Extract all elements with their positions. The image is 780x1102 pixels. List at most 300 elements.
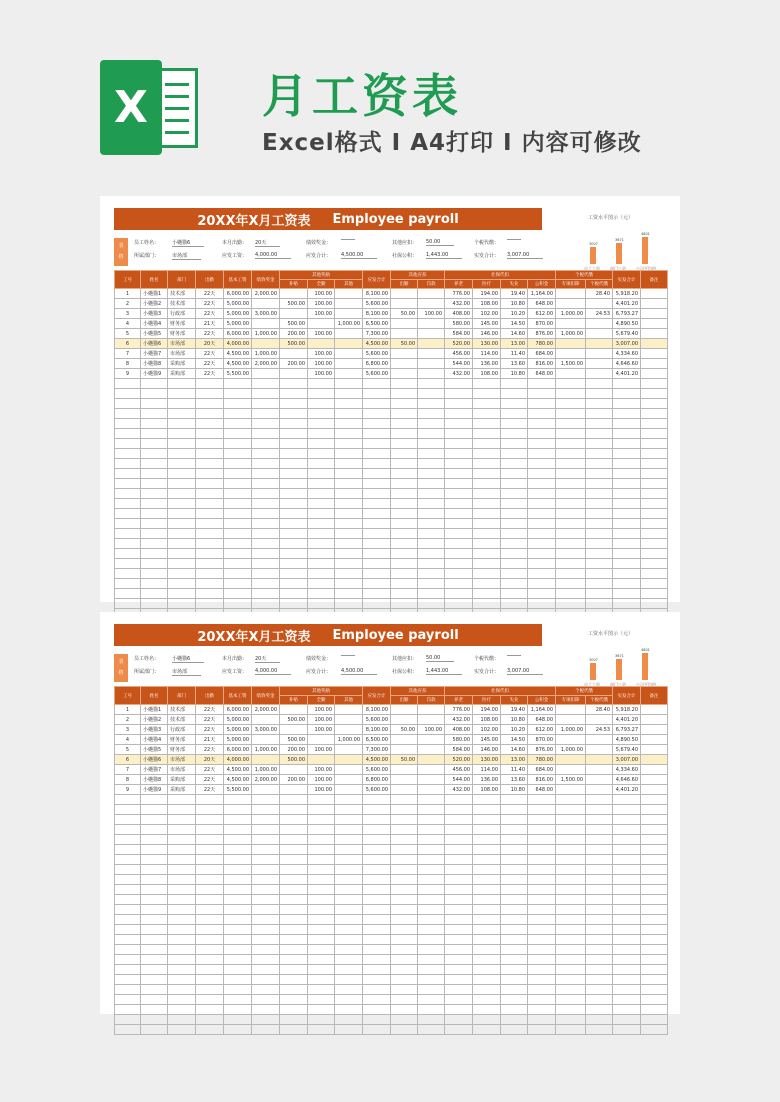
table-cell[interactable]: 5,600.00 [363, 349, 391, 359]
table-cell[interactable] [280, 785, 308, 795]
table-cell[interactable] [168, 579, 196, 589]
table-cell[interactable] [528, 439, 556, 449]
table-cell[interactable] [308, 1015, 335, 1025]
table-cell[interactable]: 4,500.00 [224, 775, 252, 785]
table-cell[interactable]: 4,000.00 [224, 339, 252, 349]
table-cell[interactable] [308, 855, 335, 865]
table-cell[interactable] [252, 955, 280, 965]
table-cell[interactable] [391, 815, 418, 825]
table-cell[interactable]: 22天 [196, 725, 224, 735]
table-cell[interactable] [335, 349, 363, 359]
table-cell[interactable] [224, 1025, 252, 1035]
table-cell[interactable] [280, 409, 308, 419]
table-cell[interactable] [613, 975, 641, 985]
table-cell[interactable] [280, 369, 308, 379]
table-cell[interactable] [363, 489, 391, 499]
table-cell[interactable] [335, 389, 363, 399]
table-cell[interactable]: 14.60 [501, 329, 528, 339]
table-cell[interactable] [391, 745, 418, 755]
table-cell[interactable] [445, 835, 473, 845]
table-cell[interactable] [363, 389, 391, 399]
table-cell[interactable]: 100.00 [418, 725, 445, 735]
table-cell[interactable] [168, 559, 196, 569]
table-cell[interactable] [418, 519, 445, 529]
table-cell[interactable] [473, 449, 501, 459]
table-cell[interactable] [501, 1025, 528, 1035]
table-cell[interactable] [473, 795, 501, 805]
table-cell[interactable] [141, 389, 168, 399]
table-cell[interactable] [308, 379, 335, 389]
table-cell[interactable] [115, 379, 141, 389]
table-cell[interactable] [115, 509, 141, 519]
table-cell[interactable] [168, 905, 196, 915]
table-cell[interactable]: 10.20 [501, 725, 528, 735]
table-cell[interactable] [641, 785, 668, 795]
table-cell[interactable] [308, 599, 335, 609]
table-cell[interactable] [586, 875, 613, 885]
table-cell[interactable]: 5,000.00 [224, 715, 252, 725]
table-cell[interactable] [528, 835, 556, 845]
table-cell[interactable] [168, 469, 196, 479]
table-cell[interactable] [445, 805, 473, 815]
table-cell[interactable] [556, 1005, 586, 1015]
table-cell[interactable] [586, 519, 613, 529]
table-cell[interactable] [391, 945, 418, 955]
table-cell[interactable] [501, 499, 528, 509]
table-cell[interactable] [528, 915, 556, 925]
table-cell[interactable] [641, 409, 668, 419]
table-cell[interactable] [501, 915, 528, 925]
table-cell[interactable]: 8 [115, 775, 141, 785]
table-cell[interactable] [473, 805, 501, 815]
table-cell[interactable] [280, 539, 308, 549]
table-cell[interactable] [613, 905, 641, 915]
table-cell[interactable] [418, 1005, 445, 1015]
table-cell[interactable]: 6,000.00 [224, 745, 252, 755]
table-cell[interactable] [280, 479, 308, 489]
table-cell[interactable] [641, 379, 668, 389]
table-cell[interactable] [308, 549, 335, 559]
table-cell[interactable] [473, 509, 501, 519]
table-cell[interactable]: 7 [115, 349, 141, 359]
table-cell[interactable] [280, 349, 308, 359]
table-cell[interactable] [641, 529, 668, 539]
table-cell[interactable] [556, 845, 586, 855]
table-cell[interactable]: 7,300.00 [363, 745, 391, 755]
table-cell[interactable] [141, 975, 168, 985]
table-cell[interactable]: 2 [115, 715, 141, 725]
table-cell[interactable] [501, 569, 528, 579]
table-cell[interactable] [196, 955, 224, 965]
table-cell[interactable] [252, 965, 280, 975]
table-cell[interactable] [363, 995, 391, 1005]
table-cell[interactable] [391, 439, 418, 449]
table-cell[interactable] [418, 429, 445, 439]
table-cell[interactable] [168, 895, 196, 905]
table-cell[interactable] [641, 975, 668, 985]
table-cell[interactable]: 小樾猫2 [141, 299, 168, 309]
table-cell[interactable] [501, 539, 528, 549]
table-cell[interactable] [418, 805, 445, 815]
table-cell[interactable] [391, 509, 418, 519]
table-cell[interactable] [115, 459, 141, 469]
table-cell[interactable]: 市场部 [168, 339, 196, 349]
table-cell[interactable] [641, 745, 668, 755]
table-cell[interactable] [252, 539, 280, 549]
table-cell[interactable] [224, 379, 252, 389]
table-cell[interactable] [363, 835, 391, 845]
table-cell[interactable]: 408.00 [445, 725, 473, 735]
table-cell[interactable]: 584.00 [445, 329, 473, 339]
table-cell[interactable] [556, 439, 586, 449]
table-cell[interactable] [556, 399, 586, 409]
table-cell[interactable] [252, 945, 280, 955]
table-cell[interactable] [335, 409, 363, 419]
table-cell[interactable] [556, 569, 586, 579]
table-cell[interactable] [335, 825, 363, 835]
table-cell[interactable] [280, 995, 308, 1005]
table-cell[interactable] [280, 965, 308, 975]
table-cell[interactable] [308, 825, 335, 835]
table-cell[interactable] [641, 705, 668, 715]
table-cell[interactable] [473, 965, 501, 975]
table-cell[interactable] [586, 479, 613, 489]
table-cell[interactable]: 114.00 [473, 765, 501, 775]
table-cell[interactable] [613, 399, 641, 409]
table-cell[interactable] [391, 845, 418, 855]
table-cell[interactable] [641, 915, 668, 925]
table-cell[interactable] [335, 755, 363, 765]
table-cell[interactable] [528, 379, 556, 389]
table-cell[interactable]: 22天 [196, 309, 224, 319]
info-value[interactable]: 1,443.00 [426, 668, 462, 675]
table-cell[interactable]: 22天 [196, 785, 224, 795]
table-cell[interactable] [168, 945, 196, 955]
table-cell[interactable] [641, 549, 668, 559]
table-cell[interactable] [141, 479, 168, 489]
table-cell[interactable] [168, 795, 196, 805]
table-cell[interactable] [556, 519, 586, 529]
table-cell[interactable]: 108.00 [473, 785, 501, 795]
table-cell[interactable] [363, 579, 391, 589]
table-cell[interactable] [308, 539, 335, 549]
table-cell[interactable] [391, 349, 418, 359]
table-cell[interactable]: 小樾猫3 [141, 725, 168, 735]
table-cell[interactable] [224, 449, 252, 459]
table-cell[interactable] [445, 569, 473, 579]
table-cell[interactable]: 4,500.00 [363, 339, 391, 349]
table-cell[interactable] [335, 489, 363, 499]
table-cell[interactable] [473, 469, 501, 479]
table-cell[interactable]: 1,500.00 [556, 775, 586, 785]
table-cell[interactable]: 6,793.27 [613, 725, 641, 735]
table-cell[interactable] [391, 905, 418, 915]
table-cell[interactable] [473, 945, 501, 955]
table-cell[interactable] [613, 559, 641, 569]
table-cell[interactable] [308, 399, 335, 409]
table-cell[interactable] [224, 499, 252, 509]
table-cell[interactable] [418, 795, 445, 805]
table-cell[interactable]: 684.00 [528, 349, 556, 359]
table-cell[interactable] [418, 479, 445, 489]
table-cell[interactable] [363, 599, 391, 609]
table-cell[interactable]: 28.40 [586, 705, 613, 715]
table-cell[interactable]: 100.00 [308, 299, 335, 309]
table-cell[interactable]: 4,890.50 [613, 735, 641, 745]
table-cell[interactable] [252, 855, 280, 865]
table-cell[interactable] [196, 579, 224, 589]
table-cell[interactable]: 8,100.00 [363, 725, 391, 735]
table-cell[interactable]: 3 [115, 725, 141, 735]
table-cell[interactable] [280, 835, 308, 845]
table-cell[interactable] [252, 409, 280, 419]
table-cell[interactable]: 21天 [196, 735, 224, 745]
table-cell[interactable] [391, 935, 418, 945]
table-cell[interactable] [641, 995, 668, 1005]
info-value[interactable]: 50.00 [426, 655, 454, 662]
table-cell[interactable] [473, 539, 501, 549]
table-cell[interactable] [335, 745, 363, 755]
table-cell[interactable] [613, 459, 641, 469]
table-cell[interactable]: 22天 [196, 745, 224, 755]
table-cell[interactable] [556, 855, 586, 865]
table-cell[interactable] [586, 569, 613, 579]
table-cell[interactable] [641, 489, 668, 499]
table-cell[interactable]: 10.80 [501, 715, 528, 725]
table-cell[interactable] [308, 439, 335, 449]
table-cell[interactable]: 5,600.00 [363, 299, 391, 309]
table-cell[interactable] [196, 479, 224, 489]
table-cell[interactable] [224, 835, 252, 845]
table-cell[interactable] [391, 379, 418, 389]
table-cell[interactable] [252, 529, 280, 539]
table-cell[interactable] [141, 429, 168, 439]
table-cell[interactable] [556, 805, 586, 815]
table-cell[interactable] [280, 469, 308, 479]
table-cell[interactable] [473, 579, 501, 589]
table-cell[interactable] [335, 379, 363, 389]
table-cell[interactable] [418, 499, 445, 509]
table-cell[interactable]: 财务部 [168, 745, 196, 755]
table-cell[interactable] [613, 915, 641, 925]
table-cell[interactable] [586, 945, 613, 955]
table-cell[interactable] [224, 955, 252, 965]
table-cell[interactable] [308, 499, 335, 509]
table-cell[interactable] [335, 1015, 363, 1025]
table-cell[interactable] [224, 965, 252, 975]
table-cell[interactable]: 584.00 [445, 745, 473, 755]
table-cell[interactable] [115, 579, 141, 589]
table-cell[interactable] [613, 935, 641, 945]
table-cell[interactable] [141, 419, 168, 429]
table-cell[interactable] [613, 439, 641, 449]
table-cell[interactable] [308, 429, 335, 439]
table-cell[interactable] [224, 569, 252, 579]
table-cell[interactable]: 22天 [196, 329, 224, 339]
table-cell[interactable] [308, 865, 335, 875]
table-cell[interactable]: 100.00 [308, 775, 335, 785]
table-cell[interactable]: 小樾猫5 [141, 745, 168, 755]
table-cell[interactable] [196, 549, 224, 559]
table-cell[interactable] [141, 549, 168, 559]
table-cell[interactable] [473, 1015, 501, 1025]
table-cell[interactable] [363, 469, 391, 479]
table-cell[interactable] [335, 765, 363, 775]
info-value[interactable]: 1,443.00 [426, 252, 462, 259]
table-cell[interactable] [280, 955, 308, 965]
table-cell[interactable] [280, 419, 308, 429]
table-cell[interactable] [363, 459, 391, 469]
table-cell[interactable] [196, 875, 224, 885]
table-cell[interactable] [418, 559, 445, 569]
table-cell[interactable] [445, 489, 473, 499]
table-cell[interactable] [335, 955, 363, 965]
table-cell[interactable]: 776.00 [445, 289, 473, 299]
table-cell[interactable]: 24.53 [586, 725, 613, 735]
table-cell[interactable] [391, 795, 418, 805]
table-cell[interactable]: 技术部 [168, 289, 196, 299]
table-cell[interactable] [641, 1015, 668, 1025]
table-cell[interactable] [528, 449, 556, 459]
table-cell[interactable] [501, 459, 528, 469]
table-cell[interactable] [501, 975, 528, 985]
table-cell[interactable] [556, 1015, 586, 1025]
table-cell[interactable] [363, 935, 391, 945]
table-cell[interactable] [168, 589, 196, 599]
table-cell[interactable] [335, 855, 363, 865]
table-cell[interactable]: 19.40 [501, 705, 528, 715]
table-cell[interactable] [363, 925, 391, 935]
table-cell[interactable]: 9 [115, 369, 141, 379]
table-cell[interactable] [391, 825, 418, 835]
table-cell[interactable] [252, 479, 280, 489]
table-cell[interactable]: 1,000.00 [252, 349, 280, 359]
table-cell[interactable] [168, 599, 196, 609]
table-cell[interactable] [586, 885, 613, 895]
table-cell[interactable]: 4,890.50 [613, 319, 641, 329]
table-cell[interactable] [586, 389, 613, 399]
table-cell[interactable] [586, 329, 613, 339]
table-cell[interactable] [586, 529, 613, 539]
table-cell[interactable] [586, 509, 613, 519]
table-cell[interactable] [418, 399, 445, 409]
table-cell[interactable] [335, 509, 363, 519]
table-cell[interactable]: 5,600.00 [363, 785, 391, 795]
table-cell[interactable] [308, 895, 335, 905]
table-cell[interactable] [445, 815, 473, 825]
table-cell[interactable] [141, 895, 168, 905]
table-cell[interactable] [613, 549, 641, 559]
info-value[interactable] [507, 239, 521, 240]
table-cell[interactable] [196, 509, 224, 519]
table-cell[interactable] [335, 1025, 363, 1035]
table-cell[interactable] [501, 519, 528, 529]
table-cell[interactable] [556, 835, 586, 845]
table-cell[interactable]: 小樾猫9 [141, 369, 168, 379]
table-cell[interactable]: 1,164.00 [528, 289, 556, 299]
table-cell[interactable] [418, 935, 445, 945]
table-cell[interactable] [613, 599, 641, 609]
table-cell[interactable] [418, 915, 445, 925]
table-cell[interactable] [224, 469, 252, 479]
table-cell[interactable] [141, 815, 168, 825]
table-cell[interactable] [224, 905, 252, 915]
table-cell[interactable] [363, 1015, 391, 1025]
table-cell[interactable] [501, 379, 528, 389]
table-cell[interactable] [141, 399, 168, 409]
table-cell[interactable] [363, 539, 391, 549]
table-cell[interactable]: 500.00 [280, 755, 308, 765]
table-cell[interactable] [308, 469, 335, 479]
table-cell[interactable] [280, 529, 308, 539]
table-cell[interactable] [586, 349, 613, 359]
table-cell[interactable] [196, 925, 224, 935]
table-cell[interactable] [308, 319, 335, 329]
table-cell[interactable]: 采购部 [168, 359, 196, 369]
table-cell[interactable] [445, 399, 473, 409]
table-cell[interactable] [473, 985, 501, 995]
table-cell[interactable] [168, 865, 196, 875]
table-cell[interactable]: 5,918.20 [613, 705, 641, 715]
table-cell[interactable] [501, 579, 528, 589]
table-cell[interactable] [391, 559, 418, 569]
table-cell[interactable] [141, 499, 168, 509]
table-cell[interactable] [280, 589, 308, 599]
table-cell[interactable] [391, 329, 418, 339]
table-cell[interactable] [335, 569, 363, 579]
info-value[interactable]: 20天 [255, 655, 280, 663]
table-cell[interactable] [252, 549, 280, 559]
table-cell[interactable] [168, 399, 196, 409]
table-cell[interactable] [224, 875, 252, 885]
table-cell[interactable] [528, 965, 556, 975]
table-cell[interactable] [391, 765, 418, 775]
table-cell[interactable]: 6,500.00 [363, 319, 391, 329]
table-cell[interactable] [501, 945, 528, 955]
table-cell[interactable] [586, 489, 613, 499]
table-cell[interactable] [641, 289, 668, 299]
table-cell[interactable] [141, 945, 168, 955]
table-cell[interactable] [363, 815, 391, 825]
table-cell[interactable] [196, 895, 224, 905]
table-cell[interactable]: 500.00 [280, 715, 308, 725]
table-cell[interactable] [115, 985, 141, 995]
table-cell[interactable] [391, 529, 418, 539]
table-cell[interactable] [641, 459, 668, 469]
table-cell[interactable] [445, 995, 473, 1005]
table-cell[interactable] [528, 845, 556, 855]
table-cell[interactable] [641, 589, 668, 599]
table-cell[interactable] [641, 865, 668, 875]
table-cell[interactable] [418, 339, 445, 349]
table-cell[interactable] [528, 1015, 556, 1025]
table-cell[interactable] [224, 925, 252, 935]
table-cell[interactable]: 财务部 [168, 319, 196, 329]
table-cell[interactable] [335, 865, 363, 875]
table-cell[interactable] [445, 875, 473, 885]
table-cell[interactable] [308, 945, 335, 955]
table-cell[interactable] [501, 905, 528, 915]
table-cell[interactable] [556, 905, 586, 915]
table-cell[interactable] [528, 1025, 556, 1035]
table-cell[interactable] [335, 599, 363, 609]
table-cell[interactable] [613, 925, 641, 935]
table-cell[interactable] [196, 559, 224, 569]
table-cell[interactable] [391, 875, 418, 885]
table-cell[interactable] [363, 509, 391, 519]
table-cell[interactable]: 4,401.20 [613, 369, 641, 379]
table-cell[interactable] [335, 549, 363, 559]
